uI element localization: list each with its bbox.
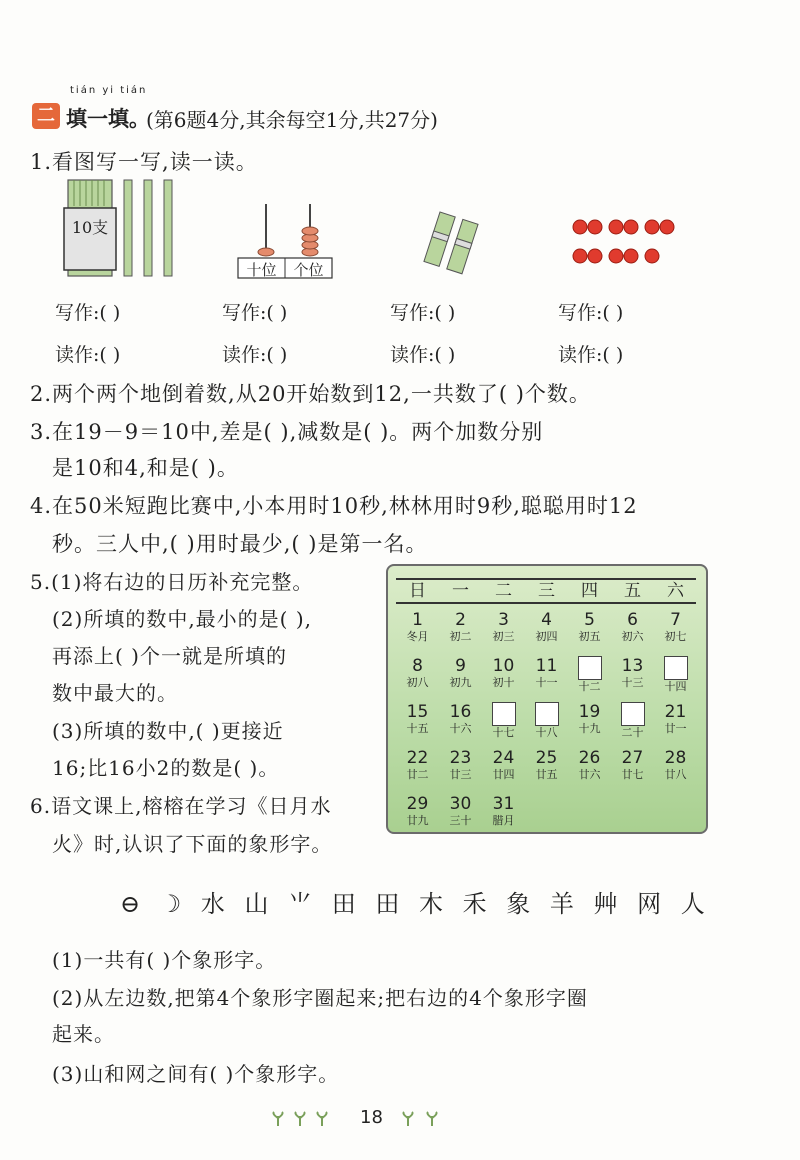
calendar-lunar: 初三 [492, 630, 515, 643]
calendar-lunar: 初八 [406, 676, 429, 689]
calendar-day [525, 610, 568, 644]
single-sticks-icon [124, 180, 172, 276]
read-answer-1[interactable]: 读作:( ) [55, 344, 121, 366]
calendar-lunar: 初四 [535, 630, 558, 643]
q5-l6: 16;比16小2的数是( )。 [52, 756, 280, 780]
calendar-day [525, 702, 568, 740]
calendar-lunar: 廿九 [406, 814, 429, 827]
calendar-blank-box[interactable] [492, 702, 516, 726]
calendar-day [439, 794, 482, 828]
calendar-day [439, 656, 482, 690]
two-bundles-icon [424, 212, 478, 274]
section-note: (第6题4分,其余每空1分,共27分) [146, 108, 438, 132]
q6-s2b: 起来。 [52, 1022, 115, 1046]
calendar-lunar: 初九 [449, 676, 472, 689]
calendar-lunar: 廿六 [578, 768, 601, 781]
calendar-lunar: 初六 [621, 630, 644, 643]
calendar-date: 6 [627, 610, 638, 630]
q5-l4: 数中最大的。 [52, 681, 178, 705]
calendar-date: 15 [406, 702, 429, 722]
calendar-day [568, 702, 611, 736]
calendar-lunar: 冬月 [406, 630, 429, 643]
calendar-day [439, 610, 482, 644]
calendar-day [654, 610, 697, 644]
pictograph-row: ⊖ ☽ 水 山 ⺌ 田 田 木 禾 象 羊 ⾋ 网 人 [120, 890, 711, 918]
write-answer-3[interactable]: 写作:( ) [390, 302, 456, 324]
calendar-day [611, 656, 654, 690]
write-answer-1[interactable]: 写作:( ) [55, 302, 121, 324]
calendar-lunar: 二十 [621, 726, 644, 739]
cherries-icon [573, 220, 674, 263]
abacus-label-ones: 个位 [293, 261, 324, 279]
calendar-blank-box[interactable] [664, 656, 688, 680]
write-answer-2[interactable]: 写作:( ) [222, 302, 288, 324]
calendar-date: 8 [412, 656, 423, 676]
calendar-date: 10 [492, 656, 515, 676]
calendar-day [568, 656, 611, 694]
calendar-weekday: 一 [452, 581, 469, 601]
calendar-lunar: 十三 [621, 676, 644, 689]
calendar-day [654, 702, 697, 736]
calendar-day [439, 702, 482, 736]
calendar-lunar: 廿四 [492, 768, 515, 781]
calendar-day [482, 794, 525, 828]
calendar-date: 25 [535, 748, 558, 768]
calendar-blank-box[interactable] [578, 656, 602, 680]
q5-l1: 5.(1)将右边的日历补充完整。 [30, 570, 314, 594]
calendar-lunar: 初十 [492, 676, 515, 689]
calendar-lunar: 十五 [406, 722, 429, 735]
calendar-date: 9 [455, 656, 466, 676]
abacus-label-tens: 十位 [246, 261, 277, 279]
calendar-day [482, 656, 525, 690]
calendar-lunar: 初二 [449, 630, 472, 643]
calendar-date: 16 [449, 702, 472, 722]
calendar [386, 564, 708, 834]
calendar-lunar: 腊月 [492, 814, 515, 827]
calendar-lunar: 廿七 [621, 768, 644, 781]
q6-s2a: (2)从左边数,把第4个象形字圈起来;把右边的4个象形字圈 [52, 986, 588, 1010]
sprout-decoration-left-icon [270, 1108, 340, 1128]
calendar-weekday: 四 [581, 581, 598, 601]
calendar-day [396, 610, 439, 644]
read-answer-2[interactable]: 读作:( ) [222, 344, 288, 366]
q4-line2: 秒。三人中,( )用时最少,( )是第一名。 [52, 532, 428, 556]
write-answer-4[interactable]: 写作:( ) [558, 302, 624, 324]
calendar-blank-box[interactable] [535, 702, 559, 726]
calendar-lunar: 十八 [535, 726, 558, 739]
read-answer-3[interactable]: 读作:( ) [390, 344, 456, 366]
read-answer-4[interactable]: 读作:( ) [558, 344, 624, 366]
calendar-weekday: 六 [667, 581, 684, 601]
q1-pictures [60, 172, 700, 282]
calendar-lunar: 十四 [664, 680, 687, 693]
calendar-day [525, 656, 568, 690]
q6-s3: (3)山和网之间有( )个象形字。 [52, 1062, 340, 1086]
calendar-date: 30 [449, 794, 472, 814]
calendar-date: 22 [406, 748, 429, 768]
calendar-day [525, 748, 568, 782]
calendar-date: 27 [621, 748, 644, 768]
calendar-day [611, 610, 654, 644]
calendar-date: 1 [412, 610, 423, 630]
calendar-date: 11 [535, 656, 558, 676]
calendar-day [568, 610, 611, 644]
calendar-lunar: 廿二 [406, 768, 429, 781]
calendar-date: 5 [584, 610, 595, 630]
calendar-day [611, 748, 654, 782]
calendar-weekday: 二 [495, 581, 512, 601]
q2-text: 2.两个两个地倒着数,从20开始数到12,一共数了( )个数。 [30, 382, 591, 406]
calendar-date: 26 [578, 748, 601, 768]
calendar-lunar: 廿五 [535, 768, 558, 781]
calendar-date: 29 [406, 794, 429, 814]
calendar-day [396, 794, 439, 828]
calendar-day [654, 748, 697, 782]
calendar-lunar: 廿一 [664, 722, 687, 735]
calendar-date: 21 [664, 702, 687, 722]
calendar-lunar: 初五 [578, 630, 601, 643]
calendar-date: 7 [670, 610, 681, 630]
calendar-day [396, 702, 439, 736]
calendar-lunar: 十七 [492, 726, 515, 739]
calendar-date: 28 [664, 748, 687, 768]
calendar-header [396, 578, 696, 604]
calendar-day [439, 748, 482, 782]
calendar-blank-box[interactable] [621, 702, 645, 726]
calendar-date: 31 [492, 794, 515, 814]
page-number: 18 [360, 1107, 383, 1128]
calendar-lunar: 三十 [449, 814, 472, 827]
calendar-date: 2 [455, 610, 466, 630]
calendar-day [482, 610, 525, 644]
calendar-lunar: 十九 [578, 722, 601, 735]
calendar-day [396, 748, 439, 782]
calendar-lunar: 十六 [449, 722, 472, 735]
calendar-weekday: 三 [538, 581, 555, 601]
calendar-lunar: 初七 [664, 630, 687, 643]
calendar-date: 3 [498, 610, 509, 630]
q6-line1: 6.语文课上,榕榕在学习《日月水 [30, 794, 332, 818]
q3-line1: 3.在19－9＝10中,差是( ),减数是( )。两个加数分别 [30, 420, 544, 444]
calendar-lunar: 廿八 [664, 768, 687, 781]
calendar-weekday: 五 [624, 581, 641, 601]
calendar-lunar: 十一 [535, 676, 558, 689]
section-title: 填一填。 [66, 107, 150, 131]
calendar-day [568, 748, 611, 782]
q5-l5: (3)所填的数中,( )更接近 [52, 719, 284, 743]
calendar-day [396, 656, 439, 690]
calendar-date: 4 [541, 610, 552, 630]
q3-line2: 是10和4,和是( )。 [52, 456, 239, 480]
calendar-day [611, 702, 654, 740]
section-badge: 二 [32, 103, 60, 129]
calendar-day [482, 702, 525, 740]
calendar-lunar: 十二 [578, 680, 601, 693]
q5-l2: (2)所填的数中,最小的是( ), [52, 607, 313, 631]
section-pinyin: tián yi tián [70, 85, 148, 96]
bundle-label: 10支 [71, 218, 109, 237]
sprout-decoration-right-icon [398, 1108, 448, 1128]
calendar-date: 23 [449, 748, 472, 768]
calendar-lunar: 廿三 [449, 768, 472, 781]
q5-l3: 再添上( )个一就是所填的 [52, 644, 287, 668]
calendar-day [654, 656, 697, 694]
calendar-weekday: 日 [409, 581, 426, 601]
calendar-date: 19 [578, 702, 601, 722]
q6-s1: (1)一共有( )个象形字。 [52, 948, 277, 972]
q1-text: 1.看图写一写,读一读。 [30, 150, 258, 174]
q6-line2: 火》时,认识了下面的象形字。 [52, 832, 333, 856]
calendar-day [482, 748, 525, 782]
calendar-date: 13 [621, 656, 644, 676]
q4-line1: 4.在50米短跑比赛中,小本用时10秒,林林用时9秒,聪聪用时12 [30, 494, 638, 518]
calendar-date: 24 [492, 748, 515, 768]
